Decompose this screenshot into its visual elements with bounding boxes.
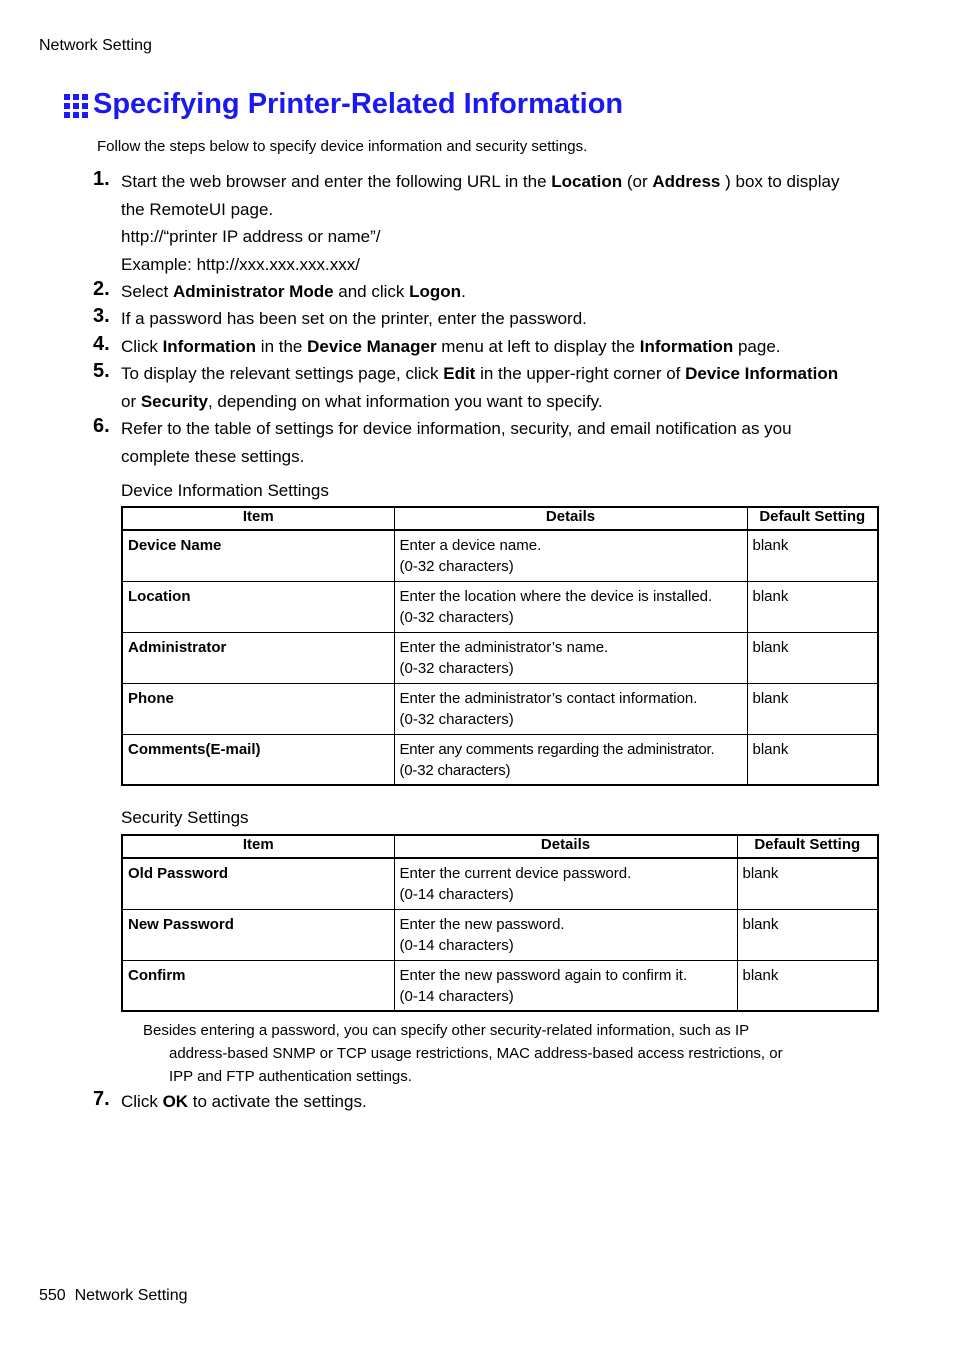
- details-cell: [394, 632, 747, 683]
- default-cell: blank: [747, 683, 878, 734]
- column-header-item: Item: [122, 507, 394, 530]
- default-cell: blank: [747, 632, 878, 683]
- details-range: (0-14 characters): [399, 987, 514, 1005]
- column-header-default: Default Setting: [747, 507, 878, 530]
- table-header-row: [122, 507, 878, 530]
- item-cell: Comments(E-mail): [122, 734, 394, 785]
- table-row: [122, 683, 878, 734]
- step-number: 1.: [93, 168, 110, 190]
- item-cell: New Password: [122, 909, 394, 960]
- device-table-caption: Device Information Settings: [121, 481, 329, 500]
- step-6-line-2: complete these settings.: [121, 446, 305, 466]
- table-row: [122, 581, 878, 632]
- security-table: [121, 834, 879, 1012]
- table-row: [122, 530, 878, 581]
- details-line: Enter a device name.: [399, 537, 542, 554]
- table-row: [122, 858, 878, 909]
- step-2-text: Select Administrator Mode and click Logon.: [121, 282, 466, 301]
- item-cell: Device Name: [122, 530, 394, 581]
- details-range: (0-32 characters): [399, 608, 514, 626]
- default-cell: blank: [747, 530, 878, 581]
- step-5-line-1: To display the relevant settings page, click Edit in the upper-right corner of Device Information: [121, 364, 839, 383]
- item-cell: Administrator: [122, 632, 394, 683]
- page-footer: [39, 1287, 188, 1305]
- default-cell: blank: [747, 581, 878, 632]
- step-3: [93, 305, 883, 333]
- section-heading: [64, 88, 623, 121]
- step-1: [93, 168, 883, 278]
- security-note: [143, 1019, 843, 1088]
- step-6: [93, 415, 883, 470]
- details-line: Enter the administrator’s name.: [399, 638, 609, 656]
- details-range: (0-14 characters): [399, 936, 514, 954]
- footer-label: Network Setting: [74, 1287, 188, 1304]
- security-table-caption: Security Settings: [121, 808, 249, 827]
- details-cell: [394, 530, 747, 581]
- note-line-3: IPP and FTP authentication settings.: [169, 1068, 412, 1085]
- device-info-table: [121, 506, 879, 786]
- step-4-text: Click Information in the Device Manager menu at left to display the Information page.: [121, 337, 781, 356]
- details-line: Enter the new password.: [399, 915, 565, 933]
- step-1-line-2: the RemoteUI page.: [121, 199, 274, 219]
- note-line-2: address-based SNMP or TCP usage restrictions, MAC address-based access restrictions, or: [169, 1045, 783, 1062]
- details-cell: [394, 858, 737, 909]
- table-row: [122, 909, 878, 960]
- details-cell: [394, 581, 747, 632]
- column-header-details: Details: [394, 507, 747, 530]
- item-cell: Location: [122, 581, 394, 632]
- step-number: 4.: [93, 333, 110, 355]
- details-line: Enter any comments regarding the administrator.: [399, 740, 715, 758]
- default-cell: blank: [737, 858, 878, 909]
- column-header-item: Item: [122, 835, 394, 858]
- details-range: (0-32 characters): [399, 710, 514, 728]
- intro-text: Follow the steps below to specify device information and security settings.: [97, 138, 588, 155]
- note-line-1: Besides entering a password, you can specify other security-related information, such as IP: [143, 1022, 750, 1039]
- step-5-line-2: or Security, depending on what information you want to specify.: [121, 391, 603, 411]
- table-row: [122, 734, 878, 785]
- details-range: (0-32 characters): [399, 761, 511, 779]
- running-header: Network Setting: [39, 37, 152, 54]
- details-cell: [394, 683, 747, 734]
- table-header-row: [122, 835, 878, 858]
- details-range: (0-14 characters): [399, 886, 514, 903]
- details-line: Enter the administrator’s contact information.: [399, 689, 698, 707]
- step-2: [93, 278, 883, 306]
- step-1-line-1: Start the web browser and enter the following URL in the Location (or Address ) box to display: [121, 172, 840, 191]
- step-number: 2.: [93, 278, 110, 300]
- step-5: [93, 360, 883, 415]
- step-number: 5.: [93, 360, 110, 382]
- details-line: Enter the current device password.: [399, 865, 632, 882]
- default-cell: blank: [737, 960, 878, 1011]
- details-cell: [394, 960, 737, 1011]
- url-template: http://“printer IP address or name”/: [121, 227, 381, 246]
- url-example: Example: http://xxx.xxx.xxx.xxx/: [121, 254, 361, 274]
- table-row: [122, 960, 878, 1011]
- item-cell: Phone: [122, 683, 394, 734]
- page-title: Specifying Printer-Related Information: [93, 88, 624, 120]
- details-range: (0-32 characters): [399, 558, 514, 575]
- details-line: Enter the location where the device is installed.: [399, 587, 713, 605]
- table-row: [122, 632, 878, 683]
- step-number: 3.: [93, 305, 110, 327]
- step-number: 6.: [93, 415, 110, 437]
- item-cell: Confirm: [122, 960, 394, 1011]
- step-6-line-1: Refer to the table of settings for device information, security, and email notification as you: [121, 419, 792, 438]
- step-number: 7.: [93, 1088, 110, 1110]
- details-line: Enter the new password again to confirm it.: [399, 966, 688, 984]
- grid-icon: [64, 94, 88, 118]
- step-7: [93, 1088, 883, 1116]
- default-cell: blank: [737, 909, 878, 960]
- details-range: (0-32 characters): [399, 659, 514, 677]
- step-4: [93, 333, 883, 361]
- page-number: 550: [39, 1287, 66, 1304]
- column-header-details: Details: [394, 835, 737, 858]
- default-cell: blank: [747, 734, 878, 785]
- details-cell: [394, 734, 747, 785]
- step-7-text: Click OK to activate the settings.: [121, 1092, 367, 1111]
- column-header-default: Default Setting: [737, 835, 878, 858]
- details-cell: [394, 909, 737, 960]
- item-cell: Old Password: [122, 858, 394, 909]
- step-3-text: If a password has been set on the printer, enter the password.: [121, 309, 587, 328]
